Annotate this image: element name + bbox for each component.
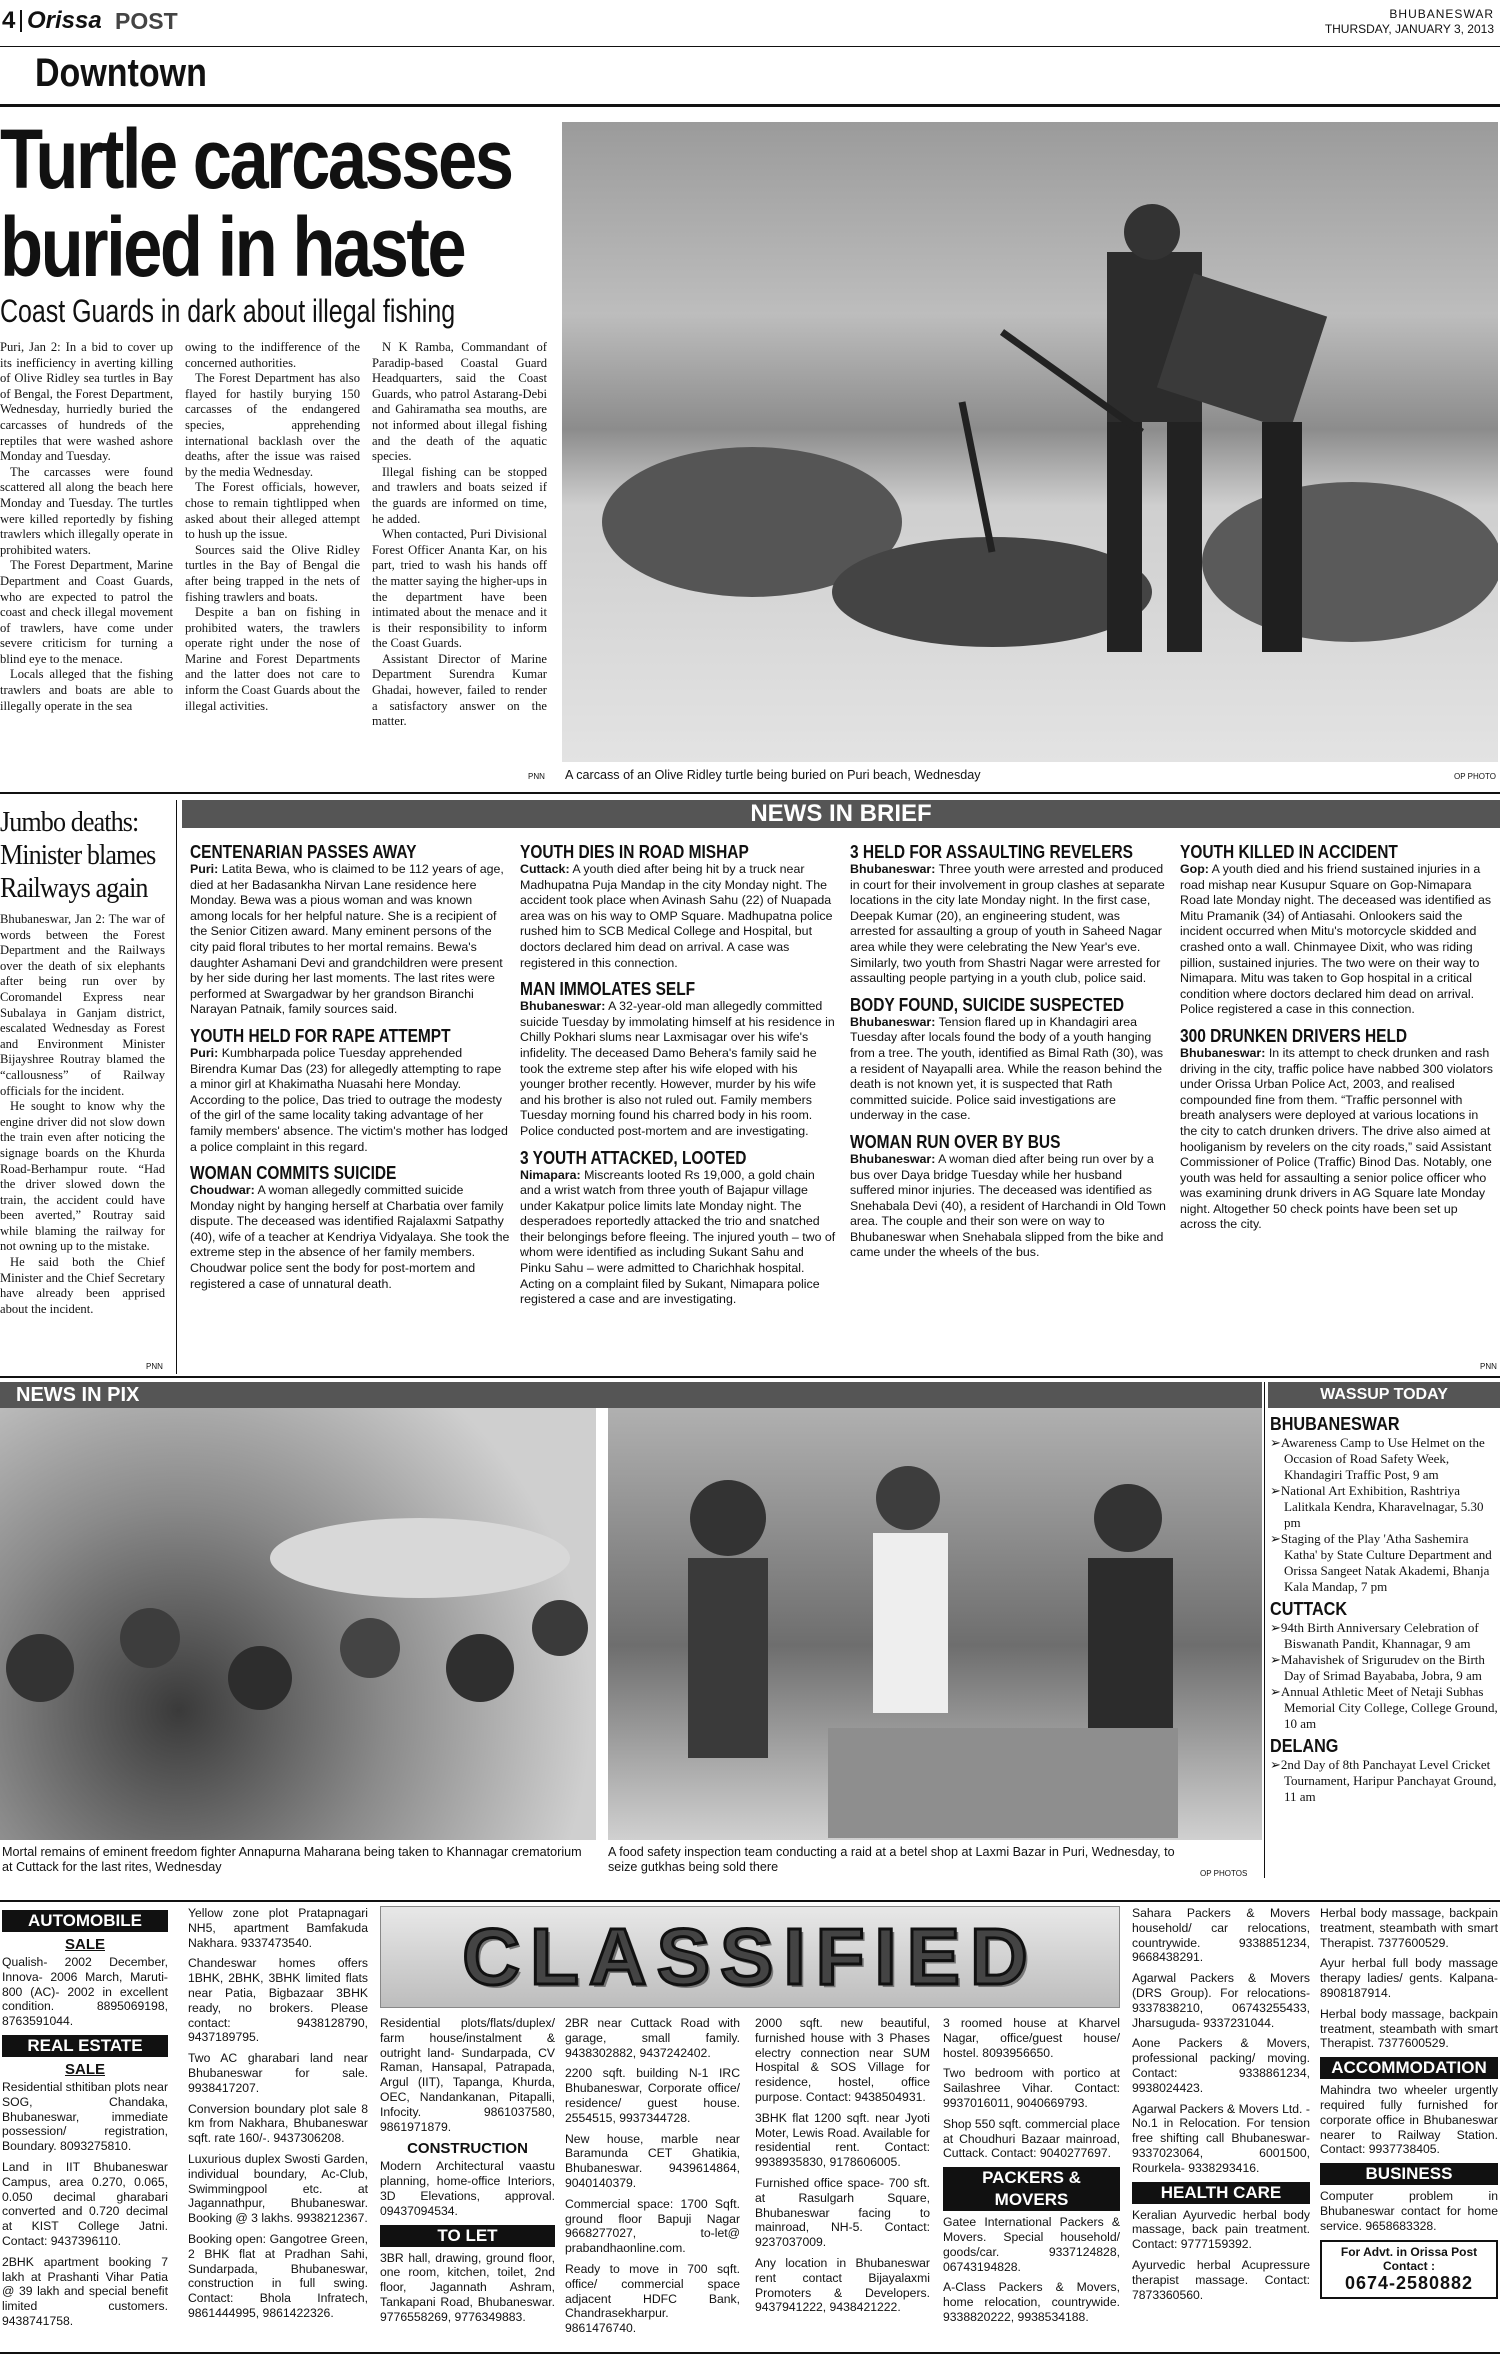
brief-heading: 3 YOUTH ATTACKED, LOOTED bbox=[520, 1147, 747, 1168]
wassup-city: DELANG bbox=[1270, 1736, 1339, 1756]
dateline-city: BHUBANESWAR bbox=[1389, 7, 1494, 21]
brief-credit: PNN bbox=[1480, 1362, 1497, 1371]
classified-ad: Conversion boundary plot sale 8 km from Nakhara, Bhubaneswar sqft. rate 160/-. 9437306208. bbox=[188, 2101, 368, 2146]
classified-ad: Luxurious duplex Swosti Garden, individual boundary, Ac-Club, Swimmingpool etc. at Jagannathpur, Bhubaneswar. Booking @ 3 lakhs. 9938212367. bbox=[188, 2151, 368, 2226]
jumbo-para: Bhubaneswar, Jan 2: The war of words between the Forest Department and the Railways over the death of six elephants after being run over by Coromandel Express near Subalaya in Ganjam district, escalated Wednesday as Forest and Environment Minister Bijayshree Routray blamed the “callousness” of Railway officials for the incident. bbox=[0, 912, 165, 1098]
classified-col-1 bbox=[2, 1906, 168, 2335]
lead-para: Illegal fishing can be stopped and trawlers and boats seized if the guards are informed on time, he added. bbox=[372, 464, 547, 526]
classified-ad: Residential sthitiban plots near SOG, Chandaka, Bhubaneswar, immediate possession/ registration, Boundary. 8093275810. bbox=[2, 2079, 168, 2154]
dateline-date: THURSDAY, JANUARY 3, 2013 bbox=[1324, 22, 1494, 36]
advert-box-phone: 0674-2580882 bbox=[1344, 2272, 1474, 2293]
classified-ad: Aone Packers & Movers, professional packing/ moving. Contact: 9338861234, 9938024423. bbox=[1132, 2036, 1310, 2095]
classified-ad: Sahara Packers & Movers household/ car relocations, countrywide. 9338851234, 9668438291. bbox=[1132, 1906, 1310, 1965]
brief-heading: CENTENARIAN PASSES AWAY bbox=[190, 842, 417, 862]
classified-ad: Furnished office space- 700 sft. at Rasulgarh Square, Bhubaneswar facing to mainroad, NH-5. Contact: 9237037009. bbox=[755, 2175, 930, 2250]
arrow-icon: ➢ bbox=[1270, 1483, 1281, 1498]
wassup-banner bbox=[1268, 1382, 1500, 1408]
lead-photo-credit: OP PHOTO bbox=[1454, 772, 1496, 781]
classified-ad: Modern Architectural vaastu planning, home-office Interiors, 3D Elevations, approval. 09437094534. bbox=[380, 2159, 555, 2218]
classified-ad: Ayur herbal full body massage therapy ladies/ gents. Kalpana- 8908187914. bbox=[1320, 1956, 1498, 2000]
lead-para: The Forest Department, Marine Department and Coast Guards, who are expected to patrol the coast and check illegal movement of trawlers, have come under severe criticism for turning a blind eye to the menace. bbox=[0, 558, 173, 666]
classified-ad: Booking open: Gangotree Green, 2 BHK flat at Pradhan Sahi, Sundarpada, Bhubaneswar, construction in full swing. Contact: Bhola Infratech, 9861444995, 9861422326. bbox=[188, 2231, 368, 2320]
lead-para: The Forest officials, however, chose to remain tightlipped when asked about their alleged attempt to hush up the issue. bbox=[185, 480, 360, 542]
brief-body: Bhubaneswar: A 32-year-old man allegedly committed suicide Tuesday by immolating himself at his residence in Chilly Pokhari slums near Laxmisagar over his wife's infidelity. The deceased Damo Behera's family said he took the extreme step after his wife eloped with his younger brother recently. However, murder by his wife and his brother is also not ruled out. Family members Tuesday morning found his charred body in his room. Police conducted post-mortem and are investigating. bbox=[520, 999, 835, 1138]
brief-body: Nimapara: Miscreants looted Rs 19,000, a gold chain and a wrist watch from three youth of Bajapur village under Kakatpur police limits late Monday night. The desperadoes reportedly attacked the trio and snatched their belongings before fleeing. The injured youth – two of whom were identified as including Sukant Sahu and Pinku Sahu – were admitted to Charichhak hospital. Acting on a complaint filed by Sukant, Nimapara police registered a case and are investigating. bbox=[520, 1167, 836, 1307]
lead-headline-line2: buried in haste bbox=[0, 200, 465, 294]
classified-logo bbox=[380, 1906, 1120, 2008]
wassup-city: CUTTACK bbox=[1270, 1599, 1348, 1619]
classified-ad: Any location in Bhubaneswar rent contact Bijayalaxmi Promoters & Developers. 9437941222, 9438421222. bbox=[755, 2255, 930, 2315]
advert-box-line1: For Advt. in Orissa Post bbox=[1340, 2244, 1478, 2259]
wassup-city: BHUBANESWAR bbox=[1270, 1414, 1400, 1434]
brief-body: Bhubaneswar: Tension flared up in Khandagiri area Tuesday after locals found the body of a youth hanging from a tree. The youth, identified as Bimal Rath (30), was a resident of Nayapalli area. While the reason behind the death is not known yet, it is suspected that Rath committed suicide. Police said investigations are underway in the case. bbox=[850, 1014, 1164, 1123]
crowd-illustration bbox=[0, 1408, 596, 1840]
wassup-item: ➢Mahavishek of Srigurudev on the Birth Day of Srimad Bayababa, Jobra, 9 am bbox=[1270, 1652, 1485, 1683]
brief-heading: MAN IMMOLATES SELF bbox=[520, 979, 696, 1000]
classified-subheading: SALE bbox=[64, 1936, 105, 1953]
classified-logo-text: CLASSIFIED bbox=[462, 1912, 1038, 2001]
classified-ad: 3BHK flat 1200 sqft. near Jyoti Moter, Lewis Road. Available for residential rent. Contact: 9938935830, 9178606005. bbox=[755, 2110, 930, 2170]
paper-name: Orissa bbox=[27, 7, 102, 34]
classified-col-8 bbox=[1320, 1906, 1498, 2299]
brief-heading: WOMAN COMMITS SUICIDE bbox=[190, 1163, 397, 1184]
classified-ad: Two bedroom with portico at Sailashree Vihar. Contact: 9937016011, 9040669793. bbox=[943, 2066, 1120, 2110]
page-bottom-rule bbox=[0, 2352, 1500, 2354]
section-rule bbox=[0, 104, 1500, 107]
classified-ad: 2200 sqft. building N-1 IRC Bhubaneswar, Corporate office/ residence/ guest house. 2554515, 9937344728. bbox=[565, 2066, 740, 2125]
lead-para: owing to the indifference of the concerned authorities. bbox=[185, 340, 360, 370]
classified-ad: Land in IIT Bhubaneswar Campus, area 0.270, 0.065, 0.050 decimal gharabari converted and 0.720 decimal at KIST College Jatni. Contact: 9437396110. bbox=[2, 2159, 168, 2248]
brief-banner-label: NEWS IN BRIEF bbox=[750, 800, 932, 827]
wassup-item: ➢Staging of the Play 'Atha Sashemira Katha' by State Culture Department and Orissa Sangeet Natak Akademi, Bhanja Kala Mandap, 7 pm bbox=[1270, 1531, 1492, 1594]
lead-para: Despite a ban on fishing in prohibited waters, the trawlers operate right under the nose of Marine and Forest Departments and the latter does not care to inform the Coast Guards about the illegal activities. bbox=[185, 605, 360, 713]
wassup-divider bbox=[1264, 1382, 1265, 1878]
classified-ad: Shop 550 sqft. commercial place at Choudhuri Bazaar mainroad, Cuttack. Contact: 9040277697. bbox=[943, 2116, 1120, 2161]
brief-body: Puri: Latita Bewa, who is claimed to be 112 years of age, died at her Badasankha Nirvan Lane residence here Monday. Bewa was a pious woman and was known among locals for her helpful nature. She is a recipient of the Senior Citizen award. Many eminent persons of the city paid floral tributes to her mortal remains. Bewa's daughter Ashamani Devi and grandchildren were present by her side during her last moments. The last rites were performed at Swargadwar by her grandson Biranchi Narayan Patnaik, family sources said. bbox=[190, 862, 504, 1017]
brief-col-2 bbox=[520, 834, 838, 1308]
pix-banner bbox=[0, 1382, 1262, 1408]
brief-heading: 3 HELD FOR ASSAULTING REVELERS bbox=[850, 842, 1133, 862]
lead-para: The carcasses were found scattered all along the beach here Monday and Tuesday. The turtles were killed reportedly by fishing trawlers which illegally operate in prohibited waters. bbox=[0, 464, 173, 557]
classified-ad: Keralian Ayurvedic herbal body massage, back pain treatment. Contact: 9777159392. bbox=[1132, 2207, 1310, 2252]
classified-ad: Commercial space: 1700 Sqft. ground floor Bapuji Nagar 9668277027, to-let@ prabandhaonline.com. bbox=[565, 2196, 740, 2256]
arrow-icon: ➢ bbox=[1270, 1531, 1281, 1546]
brief-body: Puri: Kumbharpada police Tuesday apprehended Birendra Kumar Das (23) for allegedly attempting to rape a minor girl at Khakimatha Nuasahi here Monday. According to the police, Das tried to outrage the modesty of the girl of the same locality taking advantage of her family members' absence. The victim's mother has lodged a police complaint in this regard. bbox=[190, 1045, 508, 1154]
paper-post: POST bbox=[115, 8, 178, 34]
classified-col-3 bbox=[380, 2016, 555, 2331]
brief-heading: WOMAN RUN OVER BY BUS bbox=[850, 1131, 1061, 1152]
masthead-divider bbox=[20, 10, 22, 32]
lead-col-1 bbox=[0, 340, 173, 714]
brief-col-4 bbox=[1180, 834, 1496, 1233]
classified-ad: 3 roomed house at Kharvel Nagar, office/guest house/ hostel. 8093956650. bbox=[943, 2016, 1120, 2060]
wassup-item: ➢Annual Athletic Meet of Netaji Subhas Memorial City College, College Ground, 10 am bbox=[1270, 1684, 1498, 1731]
raid-illustration bbox=[608, 1408, 1262, 1840]
classified-heading: ACCOMMODATION bbox=[1320, 2057, 1498, 2079]
jumbo-para: He said both the Chief Minister and the Chief Secretary have already been apprised about the incident. bbox=[0, 1255, 165, 1316]
classified-col-2 bbox=[188, 1906, 368, 2327]
brief-col-3 bbox=[850, 834, 1168, 1261]
jumbo-para: He sought to know why the engine driver did not slow down the train even after noticing the signage boards on the Khurda Road-Berhampur route. “Had the driver slowed down the train, the accident could have been averted,” Routray said while blaming the railway for not owning up to the mistake. bbox=[0, 1099, 165, 1254]
brief-banner bbox=[182, 800, 1500, 828]
lead-subhead: Coast Guards in dark about illegal fishing bbox=[0, 293, 456, 329]
classified-heading: PACKERS & MOVERS bbox=[943, 2167, 1120, 2211]
brief-heading: YOUTH DIES IN ROAD MISHAP bbox=[520, 842, 749, 862]
page-number: 4 bbox=[2, 7, 16, 34]
classified-col-7 bbox=[1132, 1906, 1310, 2308]
classified-heading: HEALTH CARE bbox=[1132, 2182, 1310, 2204]
wassup-item: ➢National Art Exhibition, Rashtriya Lalitkala Kendra, Kharavelnagar, 5.30 pm bbox=[1270, 1483, 1484, 1530]
classified-col-4 bbox=[565, 2016, 740, 2342]
turtle-burial-illustration bbox=[562, 122, 1498, 762]
lead-col-3 bbox=[372, 340, 547, 730]
wassup-list bbox=[1270, 1410, 1498, 1805]
lead-para: Locals alleged that the fishing trawlers and boats are able to illegally operate in the sea bbox=[0, 667, 173, 713]
pix-caption-1: Mortal remains of eminent freedom fighter Annapurna Maharana being taken to Khannagar crematorium at Cuttack for the last rites, Wednesday bbox=[2, 1845, 582, 1874]
jumbo-body bbox=[0, 912, 165, 1317]
arrow-icon: ➢ bbox=[1270, 1684, 1281, 1699]
classified-ad: New house, marble near Baramunda CET Ghatikia, Bhubaneswar. 9439614864, 9040140379. bbox=[565, 2131, 740, 2190]
jumbo-headline: Jumbo deaths: Minister blames Railways again bbox=[0, 806, 156, 904]
pix-photo-1 bbox=[0, 1408, 596, 1840]
wassup-banner-label: WASSUP TODAY bbox=[1320, 1386, 1448, 1403]
arrow-icon: ➢ bbox=[1270, 1435, 1281, 1450]
classified-ad: Herbal body massage, backpain treatment, steambath with smart Therapist. 7377600529. bbox=[1320, 1906, 1498, 1950]
wassup-item: ➢94th Birth Anniversary Celebration of Biswanath Pandit, Khannagar, 9 am bbox=[1270, 1620, 1479, 1651]
masthead-rule bbox=[0, 46, 1500, 47]
pix-caption-2: A food safety inspection team conducting a raid at a betel shop at Laxmi Bazar in Puri, Wednesday, to seize gutkhas being sold there bbox=[608, 1845, 1175, 1874]
classified-top-rule bbox=[0, 1900, 1500, 1902]
classified-subheading: CONSTRUCTION bbox=[407, 2140, 528, 2158]
lead-headline-line1: Turtle carcasses bbox=[0, 112, 512, 206]
classified-heading: BUSINESS bbox=[1320, 2163, 1498, 2185]
pix-banner-label: NEWS IN PIX bbox=[16, 1384, 140, 1406]
classified-ad: 2BHK apartment booking 7 lakh at Prashanti Vihar Patia @ 39 lakh and special benefit limited customers. 9438741758. bbox=[2, 2254, 168, 2328]
masthead bbox=[0, 0, 1500, 44]
advert-contact-box bbox=[1320, 2240, 1498, 2299]
classified-ad: Ready to move in 700 sqft. office/ commercial space adjacent HDFC Bank, Chandrasekharpur. 9861476740. bbox=[565, 2261, 740, 2336]
classified-heading: TO LET bbox=[380, 2225, 555, 2247]
classified-ad: Herbal body massage, backpain treatment, steambath with smart Therapist. 7377600529. bbox=[1320, 2006, 1498, 2051]
arrow-icon: ➢ bbox=[1270, 1620, 1281, 1635]
brief-body: Bhubaneswar: In its attempt to check drunken and rash driving in the city, traffic police have nabbed 300 violators under Orissa Urban Police Act, 2003, and realised compounded fine from them. “Traffic personnel with breath analysers were deployed at various locations in the city to catch drunken drivers. The drive also aimed at hooliganism by revelers on the city roads,” said Assistant Commissioner of Police (Traffic) Binod Das. Notably, one youth was held for assaulting a senior police officer who was examining drunk drivers in AG Square late Monday night. Altogether 50 check points have been set up across the city. bbox=[1180, 1045, 1493, 1232]
brief-body: Gop: A youth died and his friend sustained injuries in a road mishap near Kusupur Square on Gop-Nimapara Road late Monday night. The deceased was identified as Mitu Pramanik (34) of Antiasahi. Onlookers said the incident occurred when Mitu's motorcycle skidded and crashed onto a wall. Chinmayee Dixit, who was riding pillion, sustained injuries. The two were on their way to Nimapara. Mitu was taken to Gop hospital in a critical condition where doctors declared him dead on arrival. Police registered a case in this connection. bbox=[1180, 862, 1492, 1017]
classified-ad: 2000 sqft. new beautiful, furnished house with 3 Phases electry connection near SUM Hospital & SOS Village for residence, hostel, office purpose. Contact: 9438504931. bbox=[755, 2016, 930, 2104]
lead-para: When contacted, Puri Divisional Forest Officer Ananta Kar, on his part, tried to wash his hands off the matter saying the higher-ups in the department have been intimated about the menace and it is their responsibility to inform the Coast Guards. bbox=[372, 527, 547, 651]
arrow-icon: ➢ bbox=[1270, 1652, 1281, 1667]
wassup-item: ➢Awareness Camp to Use Helmet on the Occasion of Road Safety Week, Khandagiri Traffic Post, 9 am bbox=[1270, 1435, 1485, 1482]
classified-ad: Chandeswar homes offers 1BHK, 2BHK, 3BHK limited flats near Patia, Bigbazaar 3BHK ready, no brokers. Please contact: 9438128790, 9437189795. bbox=[188, 1956, 368, 2045]
classified-ad: A-Class Packers & Movers, home relocation, countrywide. 9338820222, 9938534188. bbox=[943, 2280, 1120, 2324]
brief-heading: YOUTH HELD FOR RAPE ATTEMPT bbox=[190, 1025, 451, 1046]
advert-box-line2: Contact : bbox=[1383, 2258, 1435, 2273]
brief-body: Bhubaneswar: A woman died after being run over by a bus over Daya bridge Tuesday while her husband suffered minor injuries. The deceased was identified as Snehabala Devi (40), a resident of Harchandi in Old Town area. The couple and their son were on way to Bhubaneswar when Snehabala slipped from the bike and came under the wheels of the bus. bbox=[850, 1151, 1166, 1260]
classified-ad: Qualish- 2002 December, Innova- 2006 March, Maruti-800 (AC)- 2002 in excellent condition. 8895069198, 8763591044. bbox=[2, 1955, 168, 2029]
brief-heading: BODY FOUND, SUICIDE SUSPECTED bbox=[850, 994, 1125, 1015]
brief-body: Choudwar: A woman allegedly committed suicide Monday night by hanging herself at Charbatia over family dispute. The deceased was identified Rajalaxmi Satpathy (40), wife of a teacher at Kendriya Vidyalaya. She took the extreme step in the absence of her family members. Choudwar police sent the body for post-mortem and registered a case of unnatural death. bbox=[190, 1183, 510, 1291]
classified-ad: Ayurvedic herbal Acupressure therapist massage. Contact: 7873360560. bbox=[1132, 2257, 1310, 2302]
brief-col-1 bbox=[190, 834, 510, 1292]
lead-col-2 bbox=[185, 340, 360, 714]
pix-photo-2 bbox=[608, 1408, 1262, 1840]
classified-ad: Agarwal Packers & Movers Ltd. - No.1 in Relocation. For tension free shifting call Bhubaneswar- 9337023064, 6001500, Rourkela- 9338293416. bbox=[1132, 2101, 1310, 2175]
lead-para: Sources said the Olive Ridley turtles in the Bay of Bengal die after being trapped in the nets of fishing trawlers and boats. bbox=[185, 542, 360, 604]
wassup-item: ➢2nd Day of 8th Panchayat Level Cricket Tournament, Haripur Panchayat Ground, 11 am bbox=[1270, 1757, 1497, 1804]
classified-ad: Gatee International Packers & Movers. Special household/ goods/car. 9337124828, 06743194828. bbox=[943, 2215, 1120, 2274]
arrow-icon: ➢ bbox=[1270, 1757, 1281, 1772]
lead-photo-caption: A carcass of an Olive Ridley turtle being buried on Puri beach, Wednesday bbox=[565, 768, 981, 782]
lead-bottom-rule bbox=[0, 792, 1500, 794]
classified-ad: Agarwal Packers & Movers (DRS Group). For relocations- 9337838210, 06743255433, Jharsuguda- 9337231044. bbox=[1132, 1971, 1310, 2030]
brief-heading: YOUTH KILLED IN ACCIDENT bbox=[1180, 842, 1398, 862]
classified-col-5 bbox=[755, 2016, 930, 2321]
jumbo-divider bbox=[176, 800, 177, 1374]
lead-para: Puri, Jan 2: In a bid to cover up its inefficiency in averting killing of Olive Ridley sea turtles in Bay of Bengal, the Forest Department, Wednesday, hurriedly buried the carcasses of hundreds of the reptiles that were washed ashore Monday and Tuesday. bbox=[0, 340, 173, 464]
brief-bottom-rule bbox=[0, 1376, 1500, 1378]
brief-body: Bhubaneswar: Three youth were arrested and produced in court for their involvement in group clashes at separate locations in the city late Monday night. In the first case, Deepak Kumar (20), an engineering student, was arrested for assaulting a group of youth in Saheed Nagar area while they were celebrating the New Year's eve. Similarly, two youth from Shastri Nagar were arrested for assaulting people partying in a youth club, police said. bbox=[850, 862, 1165, 986]
classified-ad: Yellow zone plot Pratapnagari NH5, apartment Bamfakuda Nakhara. 9337473540. bbox=[188, 1906, 368, 1950]
classified-ad: 3BR hall, drawing, ground floor, one room, kitchen, toilet, 2nd floor, Jagannath Ashram, Tankapani Road, Bhubaneswar. 9776558269, 9776349883. bbox=[380, 2250, 555, 2324]
lead-para: N K Ramba, Commandant of Paradip-based Coastal Guard Headquarters, said the Coast Guards, who patrol Astarang-Debi and Gahiramatha sea mouths, are not informed about illegal fishing and the death of the aquatic species. bbox=[372, 340, 547, 464]
lead-para: Assistant Director of Marine Department Surendra Kumar Ghadai, however, failed to render a satisfactory answer on the matter. bbox=[372, 651, 547, 729]
classified-ad: Two AC gharabari land near Bhubaneswar for sale. 9938417207. bbox=[188, 2051, 368, 2095]
classified-ad: Mahindra two wheeler urgently required fully furnished for corporate office in Bhubaneswar nearer to Railway Station. Contact: 9937738405. bbox=[1320, 2083, 1498, 2157]
classified-heading: AUTOMOBILE bbox=[2, 1910, 168, 1932]
section-title: Downtown bbox=[35, 51, 207, 95]
lead-para: The Forest Department has also flayed for hastily burying 150 carcasses of the endangered species, apprehending international backlash over the deaths, after the issue was raised by the media Wednesday. bbox=[185, 371, 360, 479]
lead-photo bbox=[562, 122, 1498, 762]
pix-credit: OP PHOTOS bbox=[1200, 1869, 1248, 1878]
classified-col-6 bbox=[943, 2016, 1120, 2331]
classified-ad: Residential plots/flats/duplex/ farm house/instalment & outright land- Sundarpada, CV Raman, Hansapal, Patrapada, Argul (IIT), Tapanga, Khurda, OEC, Nandankanan, Pitapalli, Infocity. 9861037580, 9861971879. bbox=[380, 2016, 555, 2134]
classified-ad: Computer problem in Bhubaneswar contact for home service. 9658683328. bbox=[1320, 2189, 1498, 2233]
lead-credit: PNN bbox=[528, 772, 545, 781]
classified-ad: 2BR near Cuttack Road with garage, small family. 9438302882, 9437242402. bbox=[565, 2016, 740, 2060]
jumbo-credit: PNN bbox=[146, 1362, 163, 1371]
brief-heading: 300 DRUNKEN DRIVERS HELD bbox=[1180, 1025, 1408, 1046]
classified-heading: REAL ESTATE bbox=[2, 2035, 168, 2057]
classified-subheading: SALE bbox=[64, 2060, 105, 2078]
brief-body: Cuttack: A youth died after being hit by a truck near Madhupatna Puja Mandap in the city Monday night. The accident took place when Avinash Sahu (22) of Nuapada area was on his way to OMP Square. Madhupatna police rushed him to SCB Medical College and Hospital, but doctors declared him dead on arrival. A case was registered in this connection. bbox=[520, 862, 833, 970]
